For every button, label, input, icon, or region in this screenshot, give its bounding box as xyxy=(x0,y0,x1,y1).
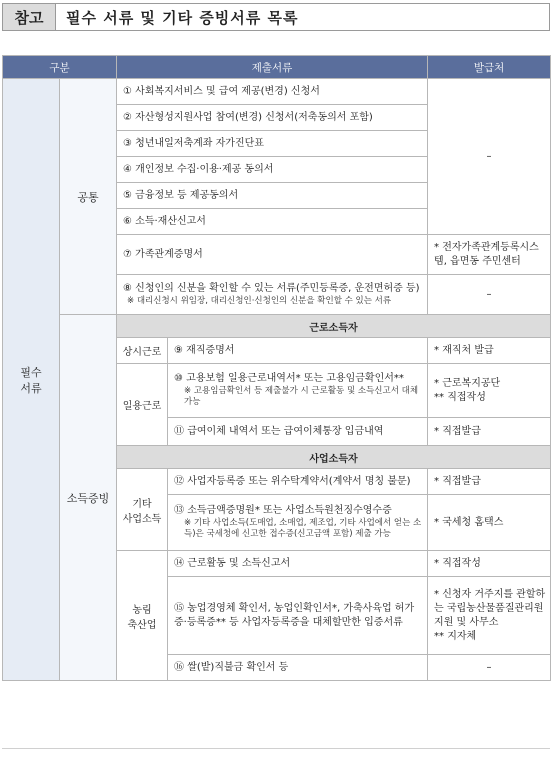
issuer-15-a: * 신청자 거주지를 관할하는 국립농산물품질관리원 지원 및 사무소 xyxy=(434,588,546,628)
doc-item-13-text: ⑬ 소득금액증명원* 또는 사업소득원천징수영수증 xyxy=(174,505,392,517)
doc-item-4: ④ 개인정보 수집·이용·제공 동의서 xyxy=(117,157,428,183)
doc-item-15: ⑮ 농업경영체 확인서, 농업인확인서*, 가축사육업 허가증·등록증** 등 사업자등록증을 대체할만한 입증서류 xyxy=(168,577,428,655)
doc-item-16: ⑯ 쌀(밭)직불금 확인서 등 xyxy=(168,655,428,681)
doc-item-7: ⑦ 가족관계증명서 xyxy=(117,235,428,275)
issuer-14: * 직접작성 xyxy=(428,551,551,577)
income-proof-label: 소득증빙 xyxy=(60,315,117,681)
doc-item-8-text: ⑧ 신청인의 신분을 확인할 수 있는 서류(주민등록증, 운전면허증 등) xyxy=(123,283,420,295)
regular-work-label: 상시근로 xyxy=(117,338,168,364)
issuer-15-b: ** 지자체 xyxy=(434,630,477,642)
issuer-13: * 국세청 홈택스 xyxy=(428,495,551,551)
issuer-common: – xyxy=(428,79,551,235)
doc-item-2: ② 자산형성지원사업 참여(변경) 신청서(저축동의서 포함) xyxy=(117,105,428,131)
doc-item-13 xyxy=(168,495,428,551)
table-row xyxy=(3,315,551,338)
header-documents: 제출서류 xyxy=(117,56,428,79)
doc-item-6: ⑥ 소득·재산신고서 xyxy=(117,209,428,235)
doc-item-9: ⑨ 재직증명서 xyxy=(168,338,428,364)
issuer-11: * 직접발급 xyxy=(428,418,551,446)
issuer-12: * 직접발급 xyxy=(428,469,551,495)
issuer-10-a: * 근로복지공단 xyxy=(434,377,501,389)
documents-table xyxy=(2,55,551,681)
header-issuer: 발급처 xyxy=(428,56,551,79)
business-income-section: 사업소득자 xyxy=(117,446,551,469)
doc-item-3: ③ 청년내일저축계좌 자가진단표 xyxy=(117,131,428,157)
document-title-box xyxy=(2,3,550,31)
doc-item-13-note: ※ 기타 사업소득(도매업, 소매업, 제조업, 기타 사업에서 얻는 소득)은 국세청에 신고한 접수증(신고금액 포함) 제출 가능 xyxy=(184,517,422,540)
issuer-10 xyxy=(428,364,551,418)
required-docs-label: 필수 서류 xyxy=(3,79,60,681)
issuer-16: – xyxy=(428,655,551,681)
doc-item-11: ⑪ 급여이체 내역서 또는 급여이체통장 입금내역 xyxy=(168,418,428,446)
doc-item-8-note: ※ 대리신청시 위임장, 대리신청인·신청인의 신분을 확인할 수 있는 서류 xyxy=(127,295,392,306)
header-category: 구분 xyxy=(3,56,117,79)
doc-item-12: ⑫ 사업자등록증 또는 위수탁계약서(계약서 명칭 불문) xyxy=(168,469,428,495)
doc-item-10 xyxy=(168,364,428,418)
issuer-8: – xyxy=(428,275,551,315)
page-title: 필수 서류 및 기타 증빙서류 목록 xyxy=(66,8,299,27)
title-tag: 참고 xyxy=(3,4,56,30)
labor-income-section: 근로소득자 xyxy=(117,315,551,338)
doc-item-10-note: ※ 고용임금확인서 등 제출불가 시 근로활동 및 소득신고서 대체 가능 xyxy=(184,385,419,408)
issuer-15 xyxy=(428,577,551,655)
doc-item-1: ① 사회복지서비스 및 급여 제공(변경) 신청서 xyxy=(117,79,428,105)
table-row xyxy=(3,79,551,105)
common-label: 공통 xyxy=(60,79,117,315)
bottom-rule xyxy=(2,748,550,749)
doc-item-10-text: ⑩ 고용보험 일용근로내역서* 또는 고용임금확인서** xyxy=(174,373,404,385)
issuer-9: * 재직처 발급 xyxy=(428,338,551,364)
table-header-row xyxy=(3,56,551,79)
daily-work-label: 일용근로 xyxy=(117,364,168,446)
other-business-label: 기타 사업소득 xyxy=(117,469,168,551)
doc-item-5: ⑤ 금융정보 등 제공동의서 xyxy=(117,183,428,209)
doc-item-8 xyxy=(117,275,428,315)
agri-label: 농림 축산업 xyxy=(117,551,168,681)
issuer-10-b: ** 직접작성 xyxy=(434,391,486,403)
doc-item-14: ⑭ 근로활동 및 소득신고서 xyxy=(168,551,428,577)
issuer-7: * 전자가족관계등록시스템, 읍면동 주민센터 xyxy=(428,235,551,275)
